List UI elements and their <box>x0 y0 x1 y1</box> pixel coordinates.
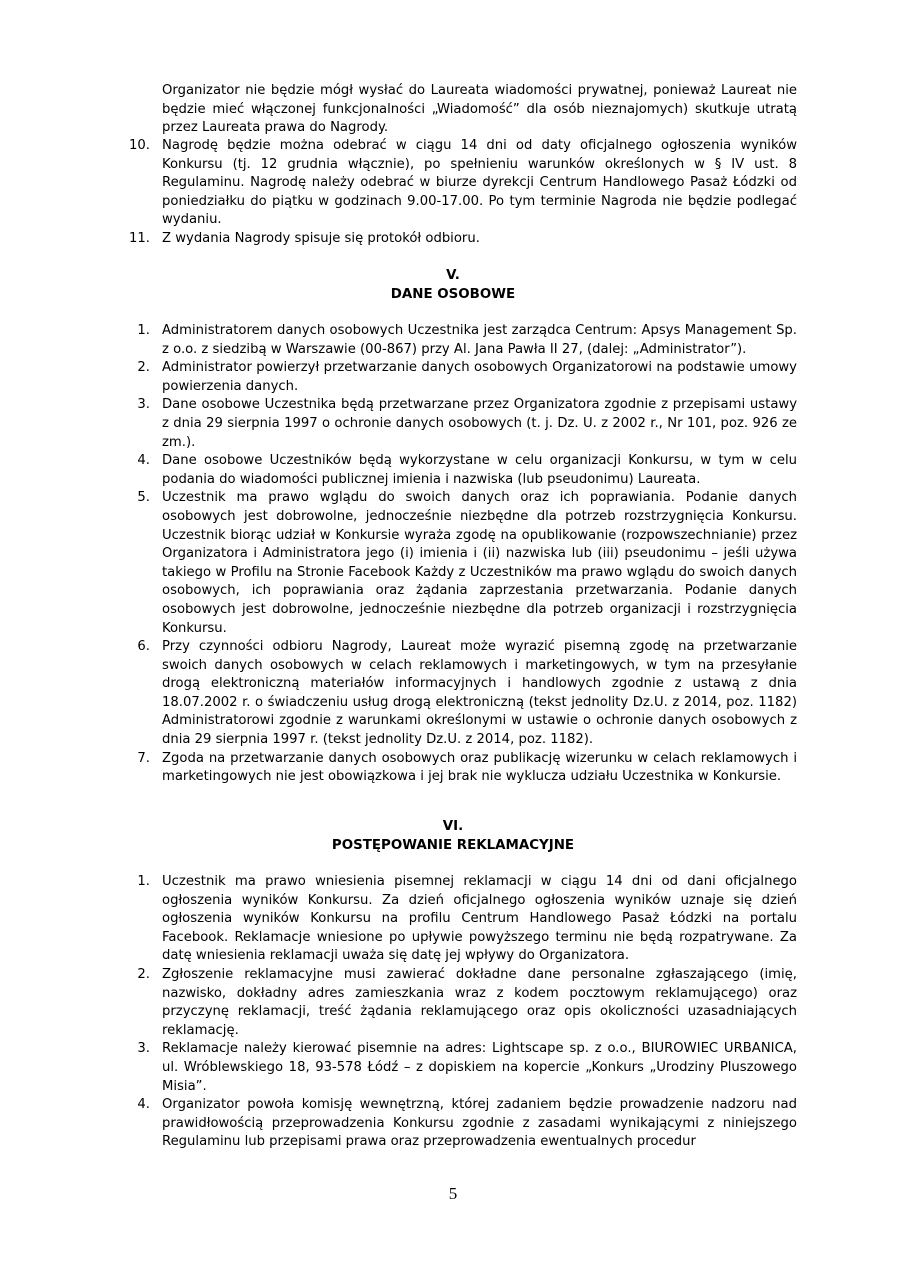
list-item <box>0 359 906 396</box>
list-item <box>0 750 906 787</box>
list-item-text: Uczestnik ma prawo wglądu do swoich danych oraz ich poprawiania. Podanie danych osobowych jest dobrowolne, jednocześnie niezbędne dla potrzeb rozstrzygnięcia Konkursu. Uczestnik biorąc udział w Konkursie wyraża zgodę na opublikowanie (rozpowszechnianie) przez Organizatora i Administratora jego (i) imienia i (ii) nazwiska lub (iii) pseudonimu – jeśli używa takiego w Profilu na Stronie Facebook Każdy z Uczestników ma prawo wglądu do swoich danych osobowych, ich poprawiania oraz żądania zaprzestania przetwarzania. Podanie danych osobowych jest dobrowolne, jednocześnie niezbędne dla potrzeb organizacji i rozstrzygnięcia Konkursu. <box>162 490 797 636</box>
list-item-number: 6. <box>137 639 150 655</box>
list-item-number: 1. <box>137 323 150 338</box>
page-number: 5 <box>448 1184 458 1203</box>
list-item-text: Zgłoszenie reklamacyjne musi zawierać dokładne dane personalne zgłaszającego (imię, nazwisko, dokładny adres zamieszkania wraz z kodem pocztowym reklamującego) oraz przyczynę reklamacji, treść żądania reklamującego oraz opis okoliczności uzasadniających reklamację. <box>162 966 797 1038</box>
list-item-text: Administratorem danych osobowych Uczestnika jest zarządca Centrum: Apsys Management Sp. z o.o. z siedzibą w Warszawie (00-867) przy Al. Jana Pawła II 27, (dalej: „Administrator”). <box>162 323 797 357</box>
list-item-number: 2. <box>137 360 150 376</box>
list-item-number: 11. <box>129 230 150 246</box>
top-continuation-block <box>162 82 797 138</box>
list-item <box>0 396 906 452</box>
list-item-text: Uczestnik ma prawo wniesienia pisemnej reklamacji w ciągu 14 dni od dani oficjalnego ogłoszenia wyników Konkursu. Za dzień oficjalnego ogłoszenia wyników uznaje się dzień ogłoszenia wyników Konkursu na profilu Centrum Handlowego Pasaż Łódzki na portalu Facebook. Reklamacje wniesione po upływie powyższego terminu nie będą rozpatrywane. Za datę wniesienia reklamacji uważa się datę jej wpływy do Organizatora. <box>162 874 797 964</box>
list-item-text: Organizator powoła komisję wewnętrzną, której zadaniem będzie prowadzenie nadzoru nad prawidłowością przeprowadzenia Konkursu zgodnie z zasadami wynikającymi z niniejszego Regulaminu lub przepisami prawa oraz przeprowadzenia ewentualnych procedur <box>162 1097 797 1150</box>
list-item-text: Nagrodę będzie można odebrać w ciągu 14 dni od daty oficjalnego ogłoszenia wyników Konkursu (tj. 12 grudnia włącznie), po spełnieniu warunków określonych w § IV ust. 8 Regulaminu. Nagrodę należy odebrać w biurze dyrekcji Centrum Handlowego Pasaż Łódzki od poniedziałku do piątku w godzinach 9.00-17.00. Po tym terminie Nagroda nie będzie podlegać wydaniu. <box>162 138 797 228</box>
section5-title: DANE OSOBOWE <box>390 286 516 302</box>
list-item-number: 3. <box>137 1041 150 1057</box>
list-item <box>0 873 906 966</box>
list-item-text: Z wydania Nagrody spisuje się protokół odbioru. <box>162 230 480 246</box>
list-item-text: Przy czynności odbioru Nagrody, Laureat może wyrazić pisemną zgodę na przetwarzanie swoich danych osobowych w celach reklamowych i marketingowych, w tym na przesyłanie drogą elektroniczną materiałów informacyjnych i handlowych zgodnie z ustawą z dnia 18.07.2002 r. o świadczeniu usług drogą elektroniczną (tekst jednolity Dz.U. z 2014, poz. 1182) Administratorowi zgodnie z warunkami określonymi w ustawie o ochronie danych osobowych z dnia 29 sierpnia 1997 r. (tekst jednolity Dz.U. z 2014, poz. 1182). <box>162 639 797 748</box>
list-item-number: 5. <box>137 490 150 506</box>
list-item-number: 1. <box>137 874 150 889</box>
list-item-text: Zgoda na przetwarzanie danych osobowych oraz publikację wizerunku w celach reklamowych i marketingowych nie jest obowiązkowa i jej brak nie wyklucza udziału Uczestnika w Konkursie. <box>162 750 797 785</box>
list-item <box>0 966 906 1040</box>
list-item-text: Dane osobowe Uczestnika będą przetwarzane przez Organizatora zgodnie z przepisami ustawy z dnia 29 sierpnia 1997 o ochronie danych osobowych (t. j. Dz. U. z 2002 r., Nr 101, poz. 926 ze zm.). <box>162 397 797 450</box>
list-item-text: Dane osobowe Uczestników będą wykorzystane w celu organizacji Konkursu, w tym w celu podania do wiadomości publicznej imienia i nazwiska (lub pseudonimu) Laureata. <box>162 453 797 487</box>
top-continuation-text: Organizator nie będzie mógł wysłać do Laureata wiadomości prywatnej, ponieważ Laureat nie będzie mieć włączonej funkcjonalności „Wiadomość” dla osób nieznajomych) skutkuje utratą przez Laureata prawa do Nagrody. <box>162 83 797 136</box>
list-item <box>0 452 906 489</box>
section6-title: POSTĘPOWANIE REKLAMACYJNE <box>331 837 575 853</box>
section5-heading <box>0 267 906 304</box>
list-item <box>0 1096 906 1152</box>
list-item <box>0 638 906 750</box>
list-item <box>0 489 906 638</box>
list-item-number: 7. <box>137 750 150 766</box>
section4-list <box>0 137 906 249</box>
list-item-text: Reklamacje należy kierować pisemnie na adres: Lightscape sp. z o.o., BIUROWIEC URBANICA, ul. Wróblewskiego 18, 93-578 Łódź – z dopiskiem na kopercie „Konkurs „Urodziny Pluszowego Misia”. <box>162 1041 797 1094</box>
section6-roman: VI. <box>442 819 464 834</box>
list-item-number: 4. <box>137 453 150 469</box>
list-item <box>0 230 906 249</box>
list-item <box>0 322 906 359</box>
list-item-number: 2. <box>137 966 150 982</box>
list-item-text: Administrator powierzył przetwarzanie danych osobowych Organizatorowi na podstawie umowy powierzenia danych. <box>162 360 797 394</box>
section5-list <box>0 322 906 787</box>
list-item-number: 10. <box>129 138 150 153</box>
list-item <box>0 1040 906 1096</box>
list-item <box>0 137 906 230</box>
section5-roman: V. <box>446 268 460 283</box>
section6-list <box>0 873 906 1152</box>
section6-heading <box>0 818 906 855</box>
list-item-number: 3. <box>137 397 150 413</box>
list-item-number: 4. <box>137 1097 150 1113</box>
